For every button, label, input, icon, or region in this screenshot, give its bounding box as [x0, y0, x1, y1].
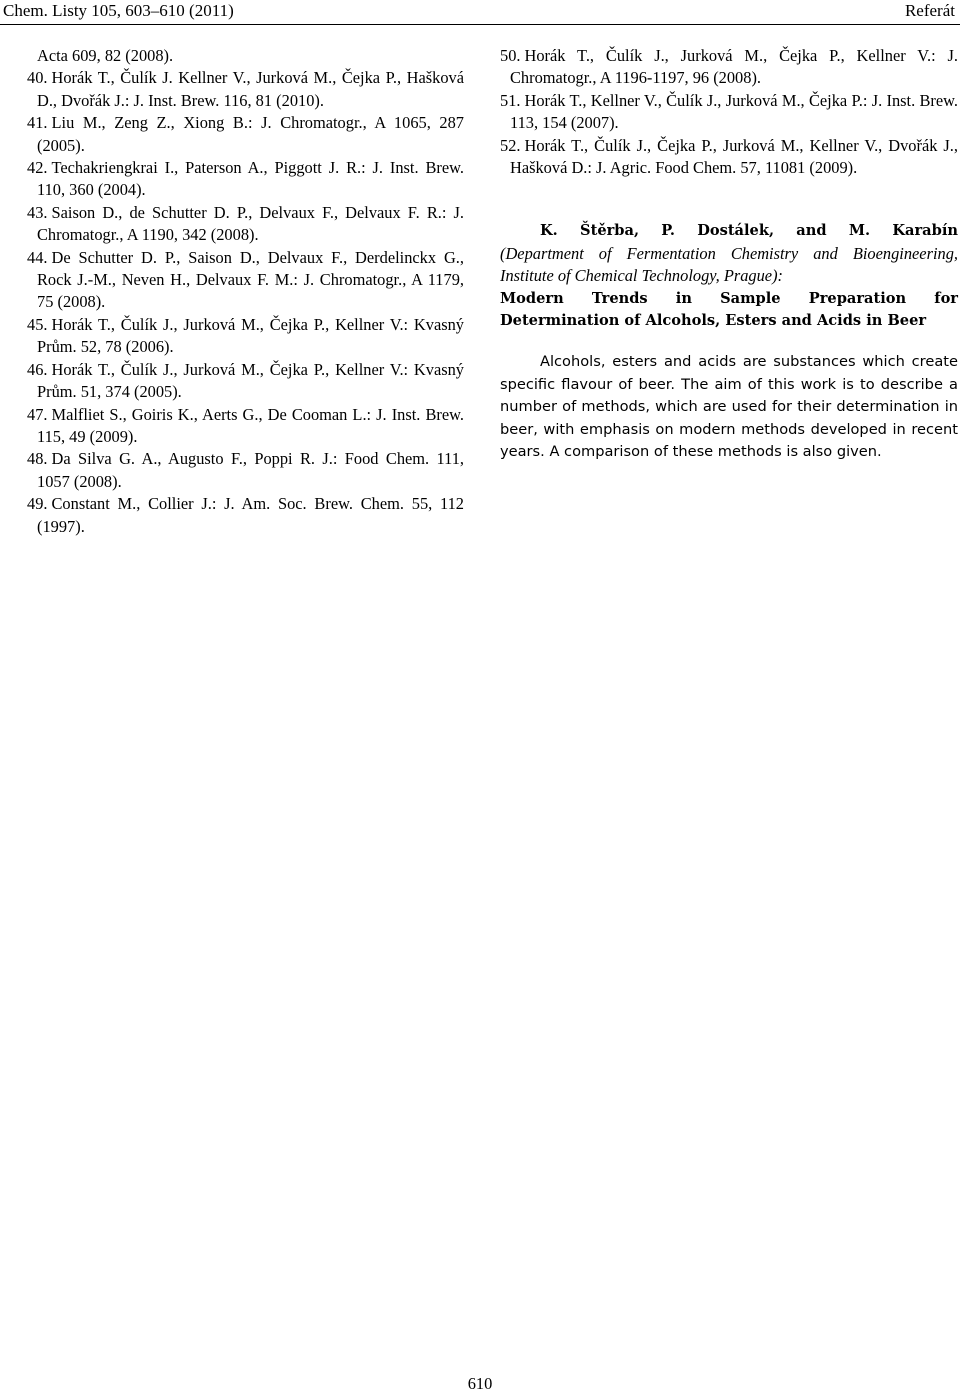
reference-item: 51. Horák T., Kellner V., Čulík J., Jurková M., Čejka P.: J. Inst. Brew. 113, 154 (2007).: [500, 90, 958, 133]
abstract-affiliation: (Department of Fermentation Chemistry and Bioengineering, Institute of Chemical Technology, Prague):: [500, 243, 958, 286]
left-column: [27, 45, 464, 538]
reference-item: 50. Horák T., Čulík J., Jurková M., Čejka P., Kellner V.: J. Chromatogr., A 1196-1197, 96 (2008).: [500, 46, 958, 88]
reference-item: 52. Horák T., Čulík J., Čejka P., Jurková M., Kellner V., Dvořák J., Hašková D.: J. Agric. Food Chem. 57, 11081 (2009).: [500, 135, 958, 178]
reference-item: 45. Horák T., Čulík J., Jurková M., Čejka P., Kellner V.: Kvasný Prům. 52, 78 (2006).: [27, 314, 464, 357]
page-number: 610: [467, 1374, 493, 1393]
abstract-title: Modern Trends in Sample Preparation for Determination of Alcohols, Esters and Acids in Beer: [500, 289, 958, 330]
reference-item: 43. Saison D., de Schutter D. P., Delvaux F., Delvaux F. R.: J. Chromatogr., A 1190, 342 (2008).: [27, 202, 464, 245]
reference-item: 47. Malfliet S., Goiris K., Aerts G., De Cooman L.: J. Inst. Brew. 115, 49 (2009).: [27, 404, 464, 446]
abstract-authors: K. Štěrba, P. Dostálek, and M. Karabín: [540, 222, 958, 240]
reference-item: Acta 609, 82 (2008).: [37, 46, 174, 65]
reference-item: 49. Constant M., Collier J.: J. Am. Soc. Brew. Chem. 55, 112 (1997).: [27, 494, 464, 536]
running-header: [0, 0, 960, 26]
reference-item: 40. Horák T., Čulík J. Kellner V., Jurková M., Čejka P., Hašková D., Dvořák J.: J. Inst. Brew. 116, 81 (2010).: [27, 68, 464, 110]
reference-item: 41. Liu M., Zeng Z., Xiong B.: J. Chromatogr., A 1065, 287 (2005).: [27, 113, 464, 155]
section-label: Referát: [904, 1, 955, 20]
reference-item: 42. Techakriengkrai I., Paterson A., Piggott J. R.: J. Inst. Brew. 110, 360 (2004).: [27, 158, 464, 200]
header-rule: [0, 24, 960, 25]
english-abstract: [500, 220, 958, 463]
reference-item: 44. De Schutter D. P., Saison D., Delvaux F., Derdelinckx G., Rock J.-M., Neven H., Delvaux F. M.: J. Chromatogr., A 1179, 75 (2008).: [27, 247, 464, 312]
right-column: [500, 45, 958, 464]
reference-item: 48. Da Silva G. A., Augusto F., Poppi R. J.: Food Chem. 111, 1057 (2008).: [27, 449, 464, 491]
journal-citation: Chem. Listy 105, 603–610 (2011): [3, 1, 234, 20]
reference-item: 46. Horák T., Čulík J., Jurková M., Čejka P., Kellner V.: Kvasný Prům. 51, 374 (2005).: [27, 359, 464, 402]
abstract-body: Alcohols, esters and acids are substances which create specific flavour of beer. The aim of this work is to describe a number of methods, which are used for their determination in beer, with emphasis on modern methods developed in recent years. A comparison of these methods is also given.: [500, 353, 958, 461]
